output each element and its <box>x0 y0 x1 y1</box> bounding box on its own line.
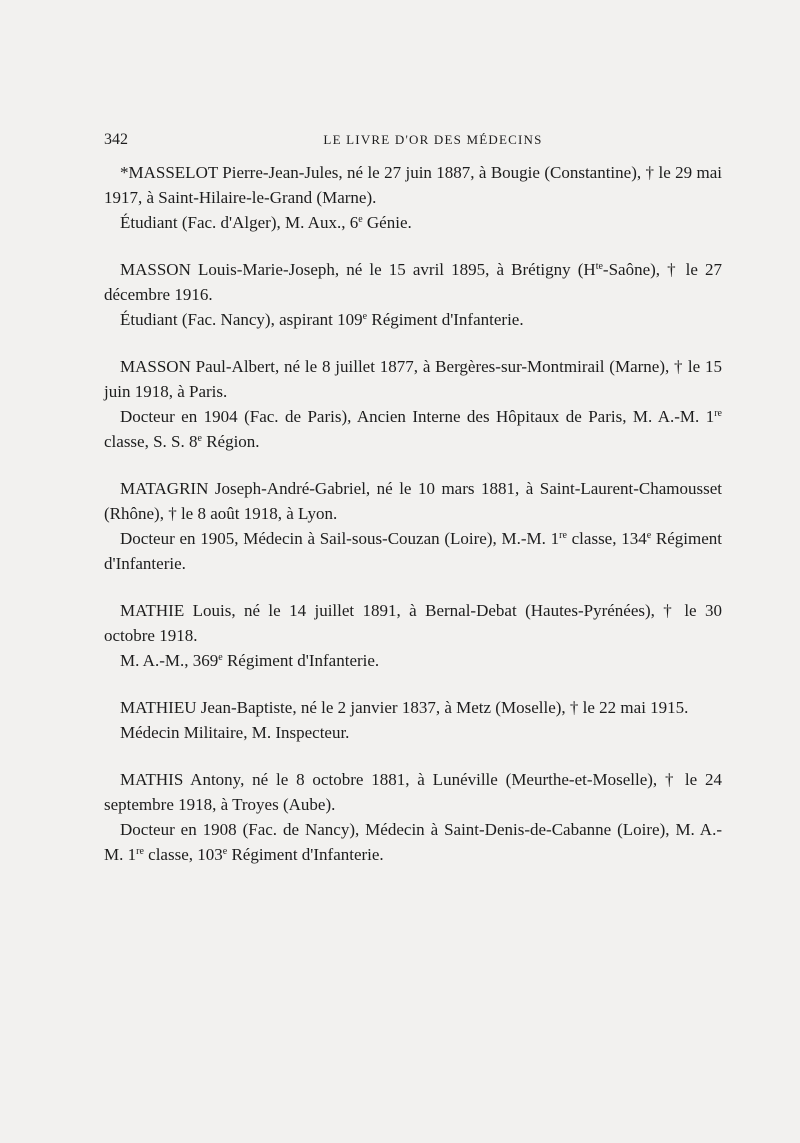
entry-detail: Docteur en 1905, Médecin à Sail-sous-Couzan (Loire), M.-M. 1re classe, 134e Régiment d'Infanterie. <box>104 529 723 573</box>
entry-masselot <box>104 160 722 235</box>
entry-mathie <box>104 598 722 673</box>
entry-heading: MASSON Louis-Marie-Joseph, né le 15 avril 1895, à Brétigny $(H^{te}-Saône)$, † le 27 décembre 1916. <box>104 260 722 304</box>
entry-heading: MATAGRIN Joseph-André-Gabriel, né le 10 mars 1881, à Saint-Laurent-Chamousset (Rhône), † le 8 août 1918, à Lyon. <box>104 479 722 523</box>
entry-detail: Docteur en 1904 (Fac. de Paris), Ancien Interne des Hôpitaux de Paris, M. A.-M. 1re classe, S. S. 8e Région. <box>104 407 722 451</box>
entries-list <box>104 160 722 889</box>
entry-detail: Étudiant (Fac. Nancy), aspirant 109e Régiment d'Infanterie. <box>120 310 524 329</box>
entry-heading: MATHIS Antony, né le 8 octobre 1881, à Lunéville (Meurthe-et-Moselle), † le 24 septembre 1918, à Troyes (Aube). <box>104 770 722 814</box>
entry-detail: M. A.-M., 369e Régiment d'Infanterie. <box>120 651 380 670</box>
entry-masson-louis <box>104 257 722 332</box>
entry-heading: MASSON Paul-Albert, né le 8 juillet 1877, à Bergères-sur-Montmirail (Marne), † le 15 juin 1918, à Paris. <box>104 357 722 401</box>
page-number: 342 <box>104 131 128 148</box>
entry-mathieu <box>104 695 722 745</box>
entry-detail: Médecin Militaire, M. Inspecteur. <box>120 723 350 742</box>
entry-heading: *MASSELOT Pierre-Jean-Jules, né le 27 juin 1887, à Bougie (Constantine), † le 29 mai 1917, à Saint-Hilaire-le-Grand (Marne). <box>104 163 722 207</box>
entry-matagrin <box>104 476 722 576</box>
entry-masson-paul <box>104 354 722 454</box>
entry-heading: MATHIEU Jean-Baptiste, né le 2 janvier 1837, à Metz (Moselle), † le 22 mai 1915. <box>120 698 689 717</box>
entry-mathis <box>104 767 722 867</box>
page-header <box>104 128 722 152</box>
running-title: LE LIVRE D'OR DES MÉDECINS <box>323 132 543 147</box>
entry-detail: Étudiant (Fac. d'Alger), M. Aux., 6e Génie. <box>120 213 412 232</box>
entry-detail: Docteur en 1908 (Fac. de Nancy), Médecin à Saint-Denis-de-Cabanne (Loire), M. A.-M. 1re classe, 103e Régiment d'Infanterie. <box>104 820 722 864</box>
entry-heading: MATHIE Louis, né le 14 juillet 1891, à Bernal-Debat (Hautes-Pyrénées), † le 30 octobre 1918. <box>104 601 722 645</box>
